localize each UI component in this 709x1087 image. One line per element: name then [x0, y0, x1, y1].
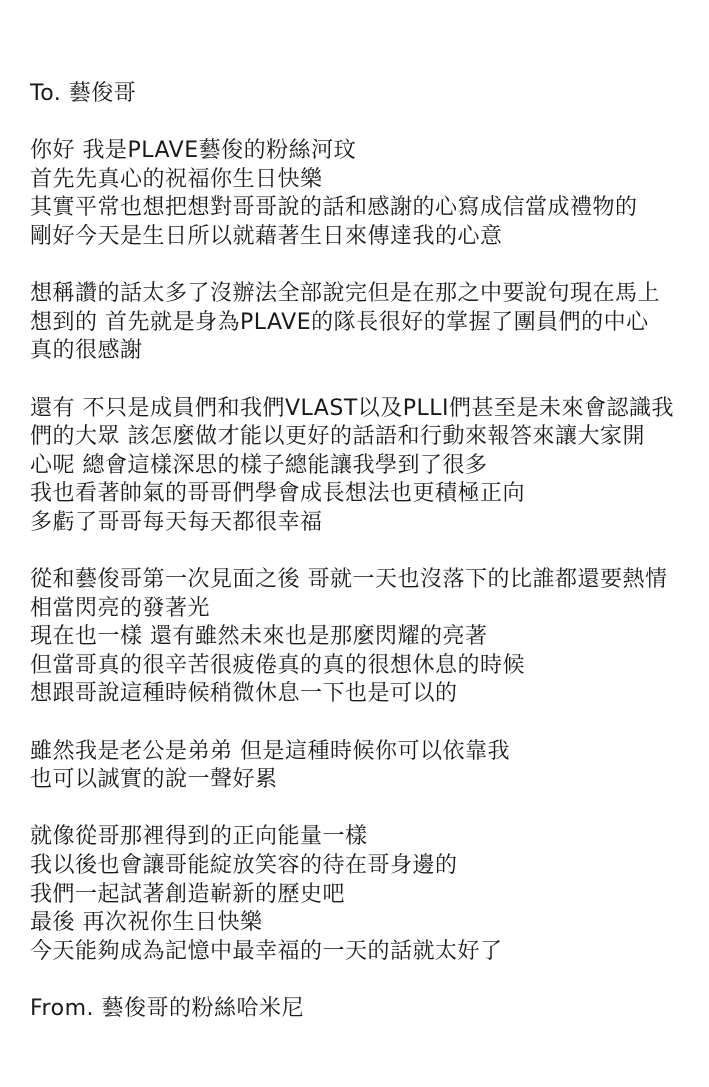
letter-line: 最後 再次祝你生日快樂 — [30, 910, 263, 936]
paragraph-gap — [30, 966, 700, 995]
letter-line: 想稱讚的話太多了沒辦法全部說完但是在那之中要說句現在馬上 — [30, 281, 661, 307]
letter-line: 真的很感謝 — [30, 338, 143, 364]
letter-line: 心呢 總會這樣深思的樣子總能讓我學到了很多 — [30, 452, 488, 478]
paragraph-2 — [30, 280, 700, 366]
letter-signature: From. 藝俊哥的粉絲哈米尼 — [30, 996, 304, 1021]
letter-line: 還有 不只是成員們和我們VLAST以及PLLI們甚至是未來會認識我 — [30, 395, 675, 421]
letter-body — [30, 80, 700, 1024]
letter-line: 你好 我是PLAVE藝俊的粉絲河玟 — [30, 138, 357, 164]
letter-greeting: To. 藝俊哥 — [30, 81, 137, 106]
letter-line: 現在也一樣 還有雖然未來也是那麼閃耀的亮著 — [30, 624, 488, 650]
paragraph-6 — [30, 823, 700, 966]
letter-line: 但當哥真的很辛苦很疲倦真的真的很想休息的時候 — [30, 652, 526, 678]
letter-line: 我也看著帥氣的哥哥們學會成長想法也更積極正向 — [30, 481, 526, 507]
paragraph-gap — [30, 252, 700, 281]
letter-line: 想跟哥說這種時候稍微休息一下也是可以的 — [30, 681, 458, 707]
letter-line: 我們一起試著創造嶄新的歷史吧 — [30, 881, 346, 907]
paragraph-4 — [30, 566, 700, 709]
letter-line: 從和藝俊哥第一次見面之後 哥就一天也沒落下的比誰都還要熱情 — [30, 567, 668, 593]
letter-line: 其實平常也想把想對哥哥說的話和感謝的心寫成信當成禮物的 — [30, 195, 638, 221]
letter-line: 們的大眾 該怎麼做才能以更好的話語和行動來報答來讓大家開 — [30, 424, 645, 450]
letter-line: 剛好今天是生日所以就藉著生日來傳達我的心意 — [30, 223, 503, 249]
paragraph-gap — [30, 366, 700, 395]
letter-line: 多虧了哥哥每天每天都很幸福 — [30, 509, 323, 535]
letter-line: 想到的 首先就是身為PLAVE的隊長很好的掌握了團員們的中心 — [30, 309, 649, 335]
letter-line: 我以後也會讓哥能綻放笑容的待在哥身邊的 — [30, 853, 458, 879]
paragraph-5 — [30, 738, 700, 795]
letter-line: 雖然我是老公是弟弟 但是這種時候你可以依靠我 — [30, 738, 510, 764]
letter-line: 也可以誠實的說一聲好累 — [30, 767, 278, 793]
paragraph-gap — [30, 109, 700, 138]
letter-line: 相當閃亮的發著光 — [30, 595, 211, 621]
paragraph-3 — [30, 395, 700, 538]
paragraph-gap — [30, 795, 700, 824]
letter-line: 就像從哥那裡得到的正向能量一樣 — [30, 824, 368, 850]
letter-line: 首先先真心的祝福你生日快樂 — [30, 166, 323, 192]
letter-line: 今天能夠成為記憶中最幸福的一天的話就太好了 — [30, 938, 503, 964]
paragraph-gap — [30, 538, 700, 567]
paragraph-gap — [30, 709, 700, 738]
paragraph-1 — [30, 137, 700, 251]
